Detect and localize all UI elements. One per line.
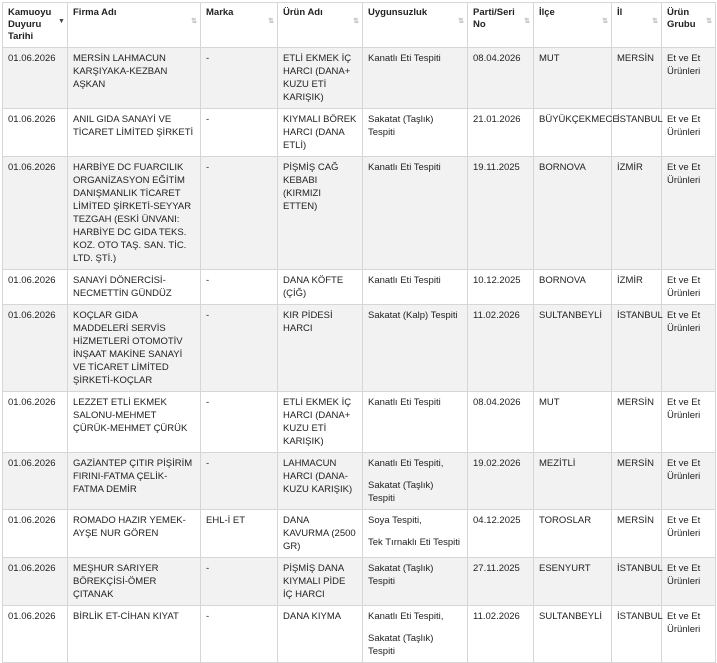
nonconformity-item: Kanatlı Eti Tespiti bbox=[368, 162, 441, 173]
cell-announcement-date: 01.06.2026 bbox=[3, 510, 68, 558]
cell-product-name: DANA KIYMA bbox=[278, 606, 363, 663]
cell-city: İZMİR bbox=[612, 270, 662, 305]
cell-lot-number: 21.01.2026 bbox=[468, 109, 534, 157]
sort-icon[interactable]: ⇅ bbox=[191, 18, 197, 25]
cell-brand: - bbox=[201, 270, 278, 305]
table-row bbox=[3, 453, 716, 510]
nonconformity-item: Sakatat (Taşlık) Tespiti bbox=[368, 114, 434, 138]
cell-brand: - bbox=[201, 392, 278, 453]
cell-lot-number: 08.04.2026 bbox=[468, 48, 534, 109]
cell-nonconformity bbox=[363, 109, 468, 157]
cell-nonconformity bbox=[363, 270, 468, 305]
column-header-product-group[interactable] bbox=[662, 3, 716, 48]
cell-nonconformity bbox=[363, 453, 468, 510]
cell-lot-number: 27.11.2025 bbox=[468, 558, 534, 606]
issue-spacer bbox=[368, 470, 462, 479]
cell-lot-number: 08.04.2026 bbox=[468, 392, 534, 453]
cell-lot-number: 10.12.2025 bbox=[468, 270, 534, 305]
cell-product-name: PİŞMİŞ CAĞ KEBABI (KIRMIZI ETTEN) bbox=[278, 157, 363, 270]
cell-product-group: Et ve Et Ürünleri bbox=[662, 48, 716, 109]
sort-icon[interactable]: ⇅ bbox=[524, 18, 530, 25]
table-row bbox=[3, 109, 716, 157]
column-header-label: Parti/Seri No bbox=[473, 7, 515, 30]
nonconformity-item: Kanatlı Eti Tespiti bbox=[368, 275, 441, 286]
cell-brand: - bbox=[201, 606, 278, 663]
cell-city: MERSİN bbox=[612, 48, 662, 109]
column-header-nonconformity[interactable] bbox=[363, 3, 468, 48]
cell-announcement-date: 01.06.2026 bbox=[3, 453, 68, 510]
cell-lot-number: 11.02.2026 bbox=[468, 606, 534, 663]
cell-firm-name: MERSİN LAHMACUN KARŞIYAKA-KEZBAN AŞKAN bbox=[68, 48, 201, 109]
sort-icon[interactable]: ⇅ bbox=[652, 18, 658, 25]
cell-firm-name: LEZZET ETLİ EKMEK SALONU-MEHMET ÇÜRÜK-MEHMET ÇÜRÜK bbox=[68, 392, 201, 453]
cell-nonconformity bbox=[363, 305, 468, 392]
nonconformity-item: Tek Tırnaklı Eti Tespiti bbox=[368, 537, 461, 548]
table-row bbox=[3, 558, 716, 606]
nonconformity-item: Sakatat (Taşlık) Tespiti bbox=[368, 563, 434, 587]
cell-product-group: Et ve Et Ürünleri bbox=[662, 305, 716, 392]
column-header-label: İl bbox=[617, 7, 623, 18]
table-row bbox=[3, 270, 716, 305]
column-header-label: Firma Adı bbox=[73, 7, 117, 18]
nonconformity-item: Kanatlı Eti Tespiti, bbox=[368, 611, 444, 622]
cell-district: SULTANBEYLİ bbox=[534, 305, 612, 392]
cell-city: İSTANBUL bbox=[612, 109, 662, 157]
cell-product-name: PİŞMİŞ DANA KIYMALI PİDE İÇ HARCI bbox=[278, 558, 363, 606]
cell-product-group: Et ve Et Ürünleri bbox=[662, 109, 716, 157]
column-header-label: İlçe bbox=[539, 7, 555, 18]
issue-spacer bbox=[368, 623, 462, 632]
cell-brand: - bbox=[201, 453, 278, 510]
nonconformity-item: Sakatat (Kalp) Tespiti bbox=[368, 310, 458, 321]
column-header-city[interactable] bbox=[612, 3, 662, 48]
cell-product-name: ETLİ EKMEK İÇ HARCI (DANA+ KUZU ETİ KARIŞIK) bbox=[278, 392, 363, 453]
cell-brand: - bbox=[201, 109, 278, 157]
cell-district: SULTANBEYLİ bbox=[534, 606, 612, 663]
column-header-label: Marka bbox=[206, 7, 234, 18]
column-header-district[interactable] bbox=[534, 3, 612, 48]
column-header-product-name[interactable] bbox=[278, 3, 363, 48]
cell-nonconformity bbox=[363, 392, 468, 453]
sort-icon[interactable]: ⇅ bbox=[353, 18, 359, 25]
cell-product-group: Et ve Et Ürünleri bbox=[662, 392, 716, 453]
cell-firm-name: BİRLİK ET-CİHAN KIYAT bbox=[68, 606, 201, 663]
sort-descending-icon[interactable]: ▼ bbox=[58, 18, 65, 25]
cell-product-group: Et ve Et Ürünleri bbox=[662, 453, 716, 510]
cell-district: BORNOVA bbox=[534, 270, 612, 305]
nonconformity-item: Kanatlı Eti Tespiti bbox=[368, 53, 441, 64]
cell-city: MERSİN bbox=[612, 510, 662, 558]
nonconformity-item: Soya Tespiti, bbox=[368, 515, 422, 526]
cell-lot-number: 19.02.2026 bbox=[468, 453, 534, 510]
cell-city: MERSİN bbox=[612, 453, 662, 510]
cell-product-name: DANA KÖFTE (ÇİĞ) bbox=[278, 270, 363, 305]
sort-icon[interactable]: ⇅ bbox=[602, 18, 608, 25]
cell-district: MUT bbox=[534, 392, 612, 453]
column-header-label: Ürün Adı bbox=[283, 7, 323, 18]
cell-brand: - bbox=[201, 558, 278, 606]
column-header-brand[interactable] bbox=[201, 3, 278, 48]
column-header-announcement-date[interactable] bbox=[3, 3, 68, 48]
cell-product-group: Et ve Et Ürünleri bbox=[662, 606, 716, 663]
cell-district: ESENYURT bbox=[534, 558, 612, 606]
table-header-row bbox=[3, 3, 716, 48]
cell-product-group: Et ve Et Ürünleri bbox=[662, 157, 716, 270]
cell-announcement-date: 01.06.2026 bbox=[3, 392, 68, 453]
cell-district: BÜYÜKÇEKMECE bbox=[534, 109, 612, 157]
sort-icon[interactable]: ⇅ bbox=[268, 18, 274, 25]
cell-nonconformity bbox=[363, 48, 468, 109]
cell-city: MERSİN bbox=[612, 392, 662, 453]
cell-firm-name: KOÇLAR GIDA MADDELERİ SERVİS HİZMETLERİ OTOMOTİV İNŞAAT MAKİNE SANAYİ VE TİCARET LİMİTED ŞİRKETİ-KOÇLAR bbox=[68, 305, 201, 392]
cell-nonconformity bbox=[363, 558, 468, 606]
cell-product-name: ETLİ EKMEK İÇ HARCI (DANA+ KUZU ETİ KARIŞIK) bbox=[278, 48, 363, 109]
cell-brand: - bbox=[201, 157, 278, 270]
cell-product-name: DANA KAVURMA (2500 GR) bbox=[278, 510, 363, 558]
cell-product-group: Et ve Et Ürünleri bbox=[662, 270, 716, 305]
cell-lot-number: 11.02.2026 bbox=[468, 305, 534, 392]
column-header-label: Uygunsuzluk bbox=[368, 7, 428, 18]
nonconformity-item: Sakatat (Taşlık) Tespiti bbox=[368, 633, 434, 657]
cell-district: TOROSLAR bbox=[534, 510, 612, 558]
table-row bbox=[3, 510, 716, 558]
cell-firm-name: HARBİYE DC FUARCILIK ORGANİZASYON EĞİTİM DANIŞMANLIK TİCARET LİMİTED ŞİRKETİ-SEYYAR TEZGAH (ESKİ ÜNVANI: HARBİYE DC GIDA TEKS. KOZ. OTO TAŞ. SAN. TİC. LTD. ŞTİ.) bbox=[68, 157, 201, 270]
cell-product-name: KIR PİDESİ HARCI bbox=[278, 305, 363, 392]
cell-announcement-date: 01.06.2026 bbox=[3, 48, 68, 109]
cell-nonconformity bbox=[363, 606, 468, 663]
nonconformity-item: Kanatlı Eti Tespiti, bbox=[368, 458, 444, 469]
cell-district: MEZİTLİ bbox=[534, 453, 612, 510]
column-header-label: Kamuoyu Duyuru Tarihi bbox=[8, 7, 52, 42]
table-row bbox=[3, 606, 716, 663]
sort-icon[interactable]: ⇅ bbox=[706, 18, 712, 25]
cell-firm-name: MEŞHUR SARIYER BÖREKÇİSİ-ÖMER ÇITANAK bbox=[68, 558, 201, 606]
cell-nonconformity bbox=[363, 157, 468, 270]
column-header-firm-name[interactable] bbox=[68, 3, 201, 48]
cell-brand: - bbox=[201, 48, 278, 109]
cell-district: MUT bbox=[534, 48, 612, 109]
cell-announcement-date: 01.06.2026 bbox=[3, 558, 68, 606]
cell-brand: EHL-İ ET bbox=[201, 510, 278, 558]
cell-announcement-date: 01.06.2026 bbox=[3, 606, 68, 663]
cell-city: İSTANBUL bbox=[612, 606, 662, 663]
cell-firm-name: ROMADO HAZIR YEMEK-AYŞE NUR GÖREN bbox=[68, 510, 201, 558]
cell-district: BORNOVA bbox=[534, 157, 612, 270]
cell-product-group: Et ve Et Ürünleri bbox=[662, 510, 716, 558]
column-header-lot-number[interactable] bbox=[468, 3, 534, 48]
column-header-label: Ürün Grubu bbox=[667, 7, 696, 30]
cell-firm-name: SANAYİ DÖNERCİSİ-NECMETTİN GÜNDÜZ bbox=[68, 270, 201, 305]
table-row bbox=[3, 305, 716, 392]
results-table-wrapper bbox=[2, 2, 715, 663]
table-row bbox=[3, 48, 716, 109]
cell-nonconformity bbox=[363, 510, 468, 558]
cell-announcement-date: 01.06.2026 bbox=[3, 305, 68, 392]
cell-lot-number: 04.12.2025 bbox=[468, 510, 534, 558]
table-row bbox=[3, 392, 716, 453]
cell-announcement-date: 01.06.2026 bbox=[3, 270, 68, 305]
cell-city: İSTANBUL bbox=[612, 305, 662, 392]
cell-firm-name: ANIL GIDA SANAYİ VE TİCARET LİMİTED ŞİRKETİ bbox=[68, 109, 201, 157]
cell-city: İZMİR bbox=[612, 157, 662, 270]
cell-product-name: LAHMACUN HARCI (DANA-KUZU KARIŞIK) bbox=[278, 453, 363, 510]
cell-announcement-date: 01.06.2026 bbox=[3, 109, 68, 157]
cell-lot-number: 19.11.2025 bbox=[468, 157, 534, 270]
cell-city: İSTANBUL bbox=[612, 558, 662, 606]
sort-icon[interactable]: ⇅ bbox=[458, 18, 464, 25]
cell-announcement-date: 01.06.2026 bbox=[3, 157, 68, 270]
cell-product-group: Et ve Et Ürünleri bbox=[662, 558, 716, 606]
nonconformity-item: Kanatlı Eti Tespiti bbox=[368, 397, 441, 408]
cell-brand: - bbox=[201, 305, 278, 392]
table-row bbox=[3, 157, 716, 270]
nonconformity-table bbox=[2, 2, 716, 663]
table-body bbox=[3, 48, 716, 663]
nonconformity-item: Sakatat (Taşlık) Tespiti bbox=[368, 480, 434, 504]
cell-product-name: KIYMALI BÖREK HARCI (DANA ETLİ) bbox=[278, 109, 363, 157]
cell-firm-name: GAZİANTEP ÇITIR PİŞİRİM FIRINI-FATMA ÇELİK-FATMA DEMİR bbox=[68, 453, 201, 510]
issue-spacer bbox=[368, 527, 462, 536]
